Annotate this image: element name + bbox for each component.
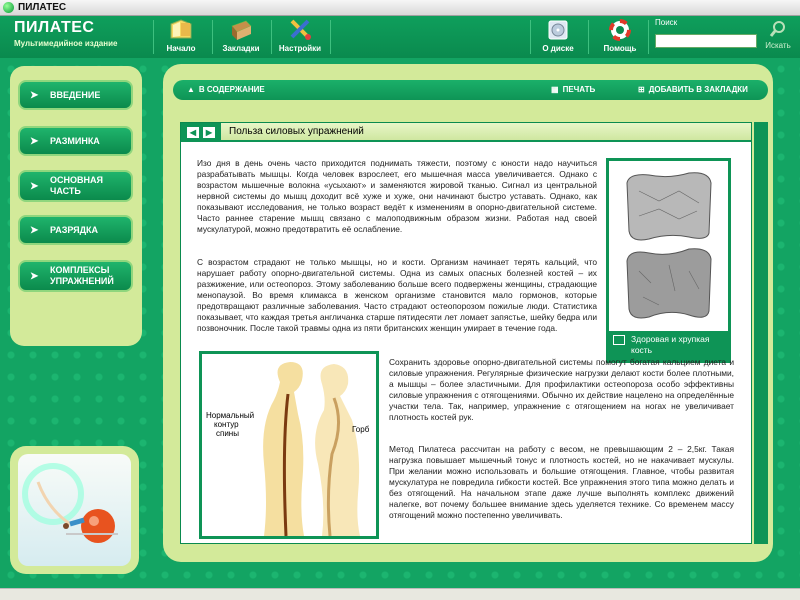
brand-subtitle: Мультимедийное издание	[14, 39, 118, 48]
article-paragraph: Сохранить здоровье опорно-двигательной системы помогут богатая кальцием диета и силовые упражнения. Регулярные физические нагрузки делают кости более плотными, а мышцы – более эластичными. Для профилактики остеопороза особо эффективны силовые упражнения с отягощениями. Обычно их действие нацелено на определённые участки тела. Так, например, упражнение с отягощением на ногах не увеличивает плотность костей рук.	[389, 357, 734, 422]
article-paragraph: Метод Пилатеса рассчитан на работу с весом, не превышающим 2 – 2,5кг. Такая нагрузка повышает мышечный тонус и плотность костей, но не накачивает мускулы. При желании можно использовать и большие отягощения. Главное, чтобы развитая мускулатура не повредила гибкости костей. Все упражнения этого типа можно делать и без отягощений. На начальном этапе даже лучше выполнять комплекс движений налегке, вот почему большее внимание здесь уделяется технике. Со временем массу отягощений можно постепенно увеличивать.	[389, 444, 734, 520]
disc-icon	[545, 18, 571, 42]
article-header	[181, 123, 751, 142]
nav-item-label: КОМПЛЕКСЫ УПРАЖНЕНИЙ	[50, 265, 114, 286]
search-label: Поиск	[655, 18, 678, 27]
arrow-right-icon: ➤	[30, 136, 39, 147]
nav-item-introduction[interactable]	[18, 80, 133, 110]
nav-item-main-part[interactable]	[18, 170, 133, 202]
home-icon	[168, 18, 194, 42]
bookmarks-button[interactable]	[215, 18, 267, 53]
nav-item-label: ОСНОВНАЯ ЧАСТЬ	[50, 175, 103, 196]
help-button[interactable]	[594, 18, 646, 53]
article-paragraph: С возрастом страдают не только мышцы, но и кости. Организм начинает терять кальций, что нарушает работу опорно-двигательной системы. Одна из самых опасных болезней костей – их разжижение, или остеопороз. Этому заболеванию больше всего подвержены женщины, страдающие менопаузой. Во время климакса в женском организме становится мало гормонов, которые предотвращают различные заболевания. Часто страдают остеопорозом пожилые люди. Статистика показывает, что каждая третья англичанка старше пятидесяти лет ломает запястье, шейку бедра или позвоночник. После такой травмы одна из пяти британских женщин умирает в течение года.	[197, 257, 597, 333]
about-disc-button-label: О диске	[542, 44, 574, 53]
print-button[interactable]	[551, 85, 595, 94]
pilates-photo	[18, 454, 131, 566]
settings-button-label: Настройки	[278, 44, 322, 53]
prev-page-button[interactable]: ◀	[187, 127, 199, 138]
arrow-right-icon: ➤	[30, 181, 39, 192]
add-bookmark-label: ДОБАВИТЬ В ЗАКЛАДКИ	[648, 85, 748, 94]
bookmarks-icon	[228, 18, 254, 42]
about-disc-button[interactable]	[532, 18, 584, 53]
content-toolbar	[173, 80, 768, 100]
bone-image	[609, 161, 728, 331]
spine-label-normal: Нормальный контур спины	[206, 411, 255, 438]
bone-figure	[606, 158, 731, 363]
nav-item-label: ВВЕДЕНИЕ	[50, 89, 101, 100]
bone-caption-text: Здоровая и хрупкая кость	[631, 334, 710, 355]
header-divider	[271, 20, 272, 54]
header-divider	[530, 20, 531, 54]
article-scrollbar[interactable]	[754, 122, 768, 544]
add-bookmark-button[interactable]	[638, 85, 748, 94]
app-icon	[3, 2, 14, 13]
search-button[interactable]	[762, 19, 794, 50]
app-header	[0, 16, 800, 58]
brand-name: ПИЛАТЕС	[14, 19, 95, 36]
spine-label-hump: Горб	[352, 425, 370, 434]
nav-item-cooldown[interactable]	[18, 215, 133, 245]
header-divider	[153, 20, 154, 54]
article-title: Польза силовых упражнений	[221, 123, 751, 142]
window-title: ПИЛАТЕС	[18, 2, 67, 13]
bookmarks-button-label: Закладки	[222, 44, 260, 53]
gallery-icon	[613, 335, 625, 345]
status-bar	[0, 588, 800, 600]
arrow-right-icon: ➤	[30, 271, 39, 282]
magnifier-icon	[768, 19, 788, 39]
spine-posture-figure	[199, 351, 379, 539]
brand	[14, 19, 117, 48]
arrow-right-icon: ➤	[30, 90, 39, 101]
to-contents-label: В СОДЕРЖАНИЕ	[198, 85, 265, 94]
bookmark-add-icon: ⊞	[638, 85, 645, 94]
nav-item-label: РАЗРЯДКА	[50, 224, 99, 235]
printer-icon: ▦	[551, 85, 559, 94]
nav-item-warmup[interactable]	[18, 126, 133, 156]
pilates-photo-frame	[10, 446, 139, 574]
page-nav	[181, 123, 221, 142]
settings-button[interactable]	[274, 18, 326, 53]
article-paragraph: Изо дня в день очень часто приходится поднимать тяжести, поэтому с юности надо научиться разрабатывать мышцы. Когда человек взрослеет, его мышечная масса увеличивается. Однако с возрастом мышечные волокна «усыхают» и заменяются жировой тканью. Сигнал из центральной нервной системы до мышц доходит всё хуже и хуже, они начинают быстро уставать. Однако, как показывают исследования, не только возраст ведёт к изменениям в опорно-двигательной системе. Часто раннее старение мышц связано с малоподвижным образом жизни. Работая над своей мускулатурой, можно предотвратить её ослабление.	[197, 158, 597, 234]
help-button-label: Помощь	[603, 44, 637, 53]
header-divider	[648, 20, 649, 54]
next-page-button[interactable]: ▶	[203, 127, 215, 138]
article-panel	[180, 122, 752, 544]
home-button[interactable]	[155, 18, 207, 53]
home-button-label: Начало	[166, 44, 196, 53]
header-divider	[212, 20, 213, 54]
nav-item-exercise-sets[interactable]	[18, 260, 133, 292]
window-titlebar	[0, 0, 800, 16]
settings-icon	[287, 18, 313, 42]
to-contents-button[interactable]	[187, 85, 265, 94]
print-label: ПЕЧАТЬ	[562, 85, 596, 94]
header-divider	[330, 20, 331, 54]
arrow-up-icon: ▲	[187, 85, 195, 94]
nav-item-label: РАЗМИНКА	[50, 135, 100, 146]
lifebuoy-icon	[607, 18, 633, 42]
arrow-right-icon: ➤	[30, 225, 39, 236]
search-button-label: Искать	[765, 41, 791, 50]
search-input[interactable]	[655, 34, 757, 48]
header-divider	[588, 20, 589, 54]
bone-figure-caption	[609, 331, 728, 356]
